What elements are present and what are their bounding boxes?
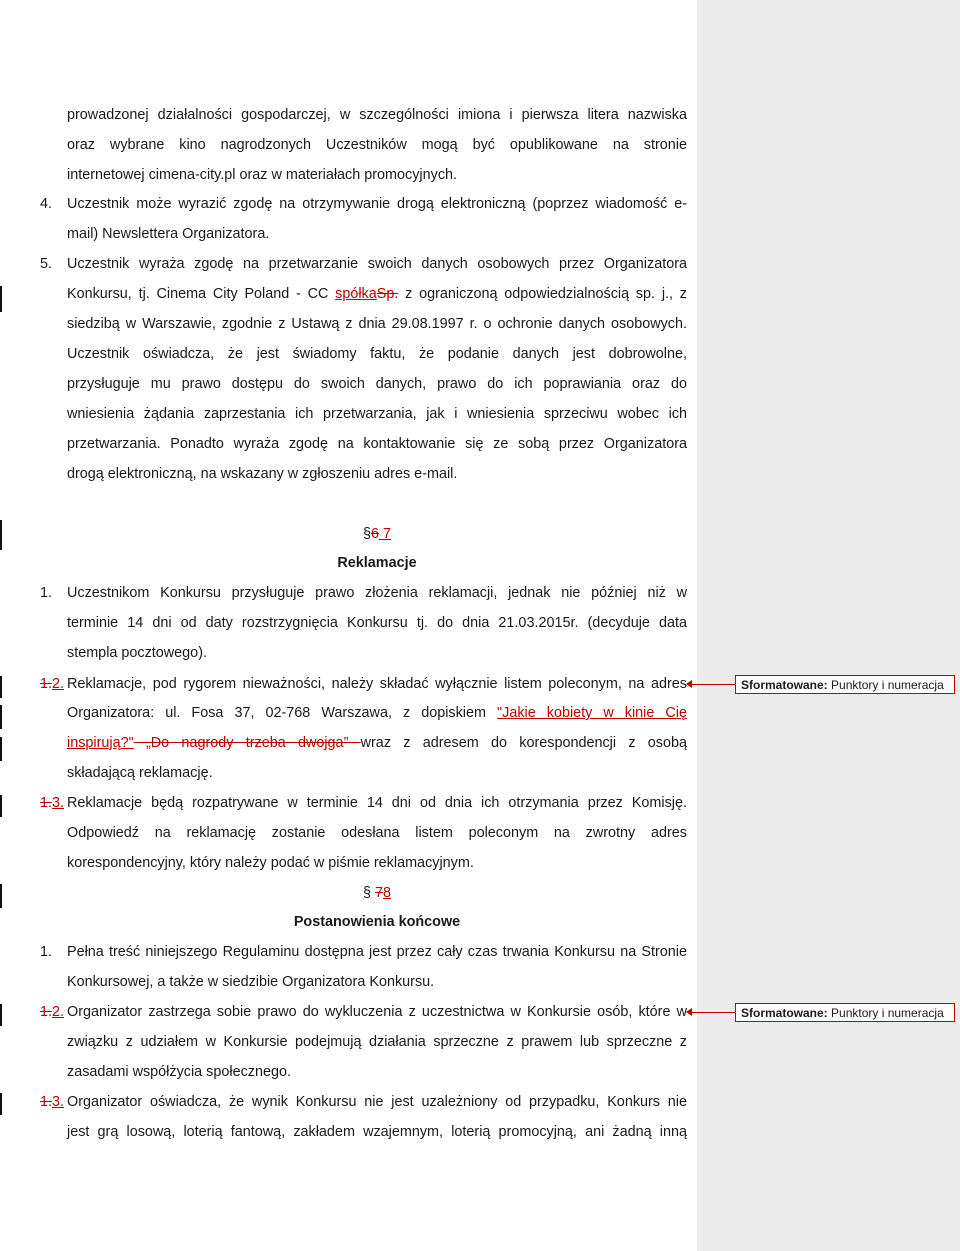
section-number [67,524,687,544]
change-bar [0,1004,2,1026]
inserted-number: 3. [52,1094,65,1110]
comments-pane [697,0,960,1251]
text-line: siedzibą w Warszawie, zgodnie z Ustawą z dnia 29.08.1997 r. o ochronie danych osobowych. [67,316,687,332]
text-run: z ograniczoną odpowiedzialnością sp. j., z [398,286,687,302]
comment-label: Sformatowane: [741,678,828,692]
deleted-number: 1. [40,1094,53,1110]
text-line: stempla pocztowego). [67,645,207,661]
text-line: składającą reklamację. [67,765,213,781]
inserted-text: 8 [383,885,392,901]
text-line: Reklamacje będą rozpatrywane w terminie 14 dni od dnia ich otrzymania przez Komisję. [67,795,687,811]
text-line: Reklamacje, pod rygorem nieważności, należy składać wyłącznie listem poleconym, na adres [67,676,687,692]
text-line: wniesienia żądania zaprzestania ich przetwarzania, jak i wniesienia sprzeciwu wobec ich [67,406,687,422]
deleted-number: 1. [40,795,53,811]
section-sign: § [362,526,371,542]
text-line: Organizator oświadcza, że wynik Konkursu nie jest uzależniony od przypadku, Konkurs nie [67,1094,687,1110]
format-comment-balloon[interactable] [735,675,955,694]
change-bar [0,795,2,817]
section-sign: § [362,885,375,901]
list-number [40,674,64,694]
text-line: Uczestnik może wyrazić zgodę na otrzymywanie drogą elektroniczną (poprzez wiadomość e- [67,196,687,212]
change-bar [0,1093,2,1115]
deleted-text: 7 [374,885,383,901]
text-line: terminie 14 dni od daty rozstrzygnięcia Konkursu tj. do dnia 21.03.2015r. (decyduje data [67,615,687,631]
list-number [40,793,64,813]
text-line: Organizator zastrzega sobie prawo do wykluczenia z uczestnictwa w Konkursie osób, które w [67,1004,687,1020]
deleted-number: 1. [40,1004,53,1020]
inserted-text: "Jakie kobiety w kinie Cię [497,705,687,721]
format-comment-balloon[interactable] [735,1003,955,1022]
text-line: korespondencyjny, który należy podać w piśmie reklamacyjnym. [67,855,474,871]
inserted-text: spółka [335,286,377,302]
text-line: przetwarzania. Ponadto wyraża zgodę na kontaktowanie się ze sobą przez Organizatora [67,436,687,452]
change-bar [0,676,2,698]
text-line: Odpowiedź na reklamację zostanie odesłana listem poleconym na zwrotny adres [67,825,687,841]
text-line: jest grą losową, loterią fantową, zakładem wzajemnym, loterią promocyjną, ani żadną inną [67,1124,687,1140]
comment-text: Punktory i numeracja [827,678,944,692]
comment-connector [692,684,735,685]
text-run: wraz z adresem do korespondencji z osobą [360,735,687,751]
comment-label: Sformatowane: [741,1006,828,1020]
inserted-text: 7 [379,526,392,542]
list-number: 1. [40,585,53,601]
change-bar [0,884,2,908]
change-bar [0,286,2,312]
section-title: Reklamacje [337,555,417,571]
text-line: Pełna treść niniejszego Regulaminu dostępna jest przez cały czas trwania Konkursu na Stronie [67,944,687,960]
text-line: drogą elektroniczną, na wskazany w zgłoszeniu adres e-mail. [67,466,458,482]
text-line: zasadami współżycia społecznego. [67,1064,291,1080]
deleted-number: 1. [40,676,53,692]
list-number [40,1092,64,1112]
list-number: 5. [40,256,53,272]
text-line: oraz wybrane kino nagrodzonych Uczestników mogą być opublikowane na stronie [67,137,687,153]
text-line: prowadzonej działalności gospodarczej, w szczególności imiona i pierwsza litera nazwiska [67,107,687,123]
inserted-text: inspirują?" [67,735,134,751]
list-number: 4. [40,196,53,212]
text-line: związku z udziałem w Konkursie podejmują działania sprzeczne z prawem lub sprzeczne z [67,1034,687,1050]
text-run: Konkursu, tj. Cinema City Poland - CC [67,286,336,302]
text-line: Uczestnikom Konkursu przysługuje prawo złożenia reklamacji, jednak nie później niż w [67,585,687,601]
list-number [40,1002,64,1022]
change-bar [0,520,2,550]
text-line: Konkursowej, a także w siedzibie Organizatora Konkursu. [67,974,435,990]
text-line: Uczestnik oświadcza, że jest świadomy faktu, że podanie danych jest dobrowolne, [67,346,687,362]
deleted-text: 6 [370,526,379,542]
text-line [67,284,687,304]
change-bar [0,705,2,729]
text-line: Uczestnik wyraża zgodę na przetwarzanie swoich danych osobowych przez Organizatora [67,256,687,272]
comment-connector [692,1012,735,1013]
deleted-text: „Do nagrody trzeba dwojga” [133,735,361,751]
text-run: Organizatora: ul. Fosa 37, 02-768 Warszawa, z dopiskiem [67,705,498,721]
change-bar [0,737,2,761]
text-line: internetowej cimena-city.pl oraz w materiałach promocyjnych. [67,167,458,183]
section-number [67,883,687,903]
section-title: Postanowienia końcowe [293,914,461,930]
comment-text: Punktory i numeracja [827,1006,944,1020]
inserted-number: 3. [52,795,65,811]
inserted-number: 2. [52,676,65,692]
text-line [67,703,687,723]
inserted-number: 2. [52,1004,65,1020]
text-line: przysługuje mu prawo dostępu do swoich danych, prawo do ich poprawiania oraz do [67,376,687,392]
deleted-text: Sp. [376,286,399,302]
text-line: mail) Newslettera Organizatora. [67,226,270,242]
list-number: 1. [40,944,53,960]
text-line [67,733,687,753]
